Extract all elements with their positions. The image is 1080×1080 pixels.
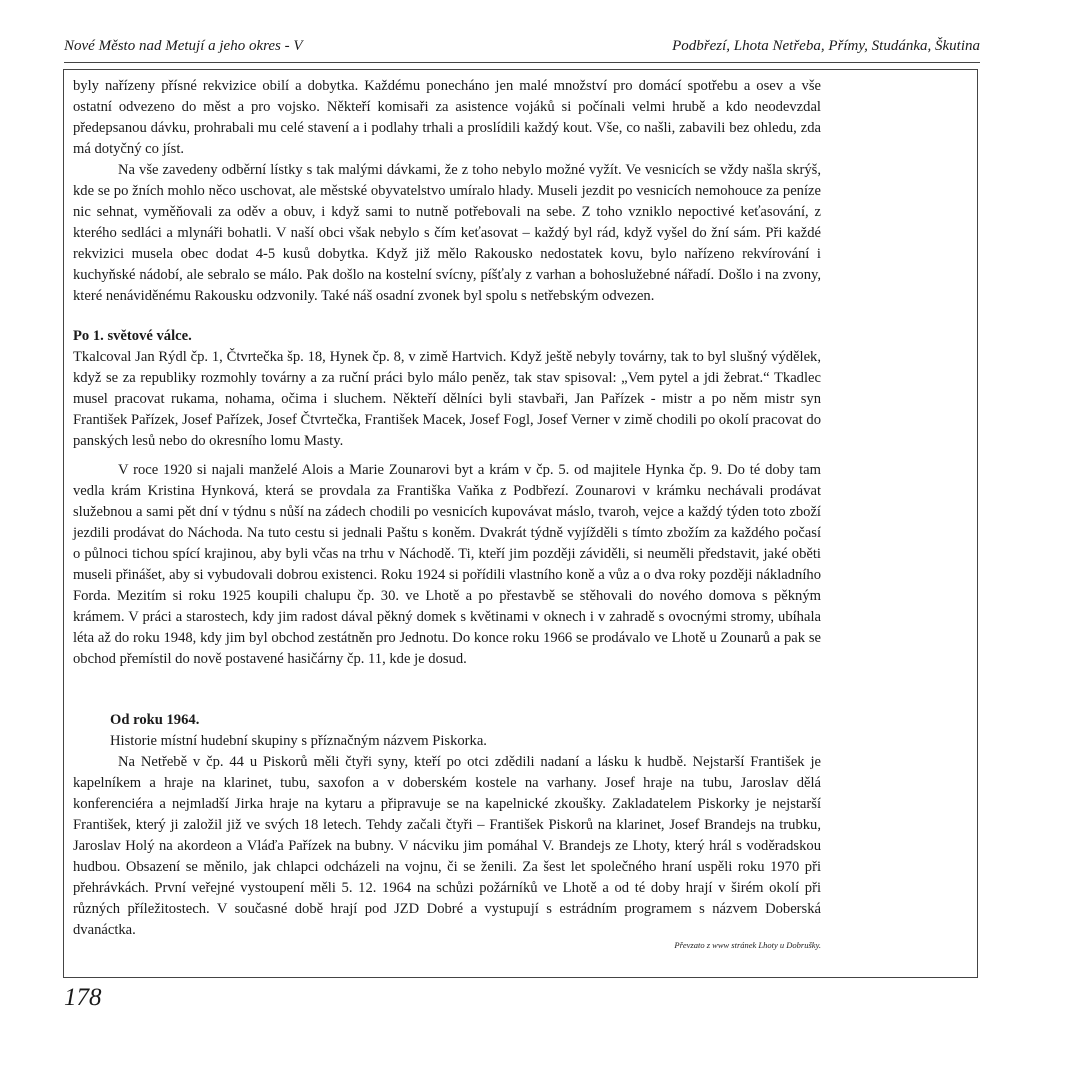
page-number: 178 bbox=[64, 984, 102, 1011]
source-note: Převzato z www stránek Lhoty u Dobrušky. bbox=[674, 940, 821, 950]
header-rule bbox=[64, 62, 980, 63]
paragraph-piskorka-history: Na Netřebě v čp. 44 u Piskorů měli čtyři syny, kteří po otci zdědili nadaní a lásku k hudbě. Nejstarší František je kapelníkem a hraje na klarinet, tubu, saxofon a v doberském kostele na varhany. Josef hraje na tubu, Jaroslav dělá konferenciéra a nejmladší Jirka hraje na kytaru a připravuje se na kapelnické zkoušky. Zakladatelem Piskorky je nejstarší František, který ji založil již ve svých 18 letech. Tehdy začali čtyři – František Piskorů na klarinet, Josef Brandejs na trubku, Jaroslav Holý na akordeon a Vláďa Pařízek na bubny. V nácviku jim pomáhal V. Brandejs ze Lhoty, který hrál s voděradskou hudbou. Obsazení se měnilo, jak chlapci odcházeli na vojnu, či se ženili. Za šest let společného hraní uspěli roku 1970 při přehrávkách. První veřejné vystoupení měli 5. 12. 1964 na schůzi požárníků ve Lhotě a od té doby hrají v širém okolí při různých příležitostech. V současné době hrají pod JZD Dobré a vystupují s estrádním programem s názvem Doberská dvanáctka. bbox=[73, 754, 821, 938]
article-body bbox=[73, 76, 821, 951]
paragraph-piskorka-intro: Historie místní hudební skupiny s příznačným názvem Piskorka. bbox=[110, 733, 487, 749]
paragraph-rationing: Na vše zavedeny odběrní lístky s tak malými dávkami, že z toho nebylo možné vyžít. Ve vesnicích se vždy našla skrýš, kde se po žních mohlo něco uschovat, ale městské obyvatelstvo umíralo hlady. Museli jezdit po vesnicích nemohouce za peníze nic sehnat, vyměňovali za oděv a obuv, i když sami to nutně potřebovali na sebe. Z toho vzniklo nepoctivé keťasování, z kterého sedláci a mlynáři bohatli. V naší obci však nebylo s čím keťasovat – každý byl rád, když vyšel do žní sám. Při každé rekvizici musela obec dodat 4-5 kusů dobytka. Když již mělo Rakousko nedostatek kovu, bylo nařízeno rekvírování i kuchyňské nádobí, ale sebralo se málo. Pak došlo na kostelní svícny, píšťaly z varhan a bohoslužebné nářadí. Došlo i na zvony, které nenáviděnému Rakousku odzvonily. Také náš osadní zvonek byl spolu s netřebským odvezen. bbox=[73, 162, 821, 304]
header-chapter-title: Podbřezí, Lhota Netřeba, Přímy, Studánka, Škutina bbox=[672, 38, 980, 54]
paragraph-requisitions: byly nařízeny přísné rekvizice obilí a dobytka. Každému ponecháno jen malé množství pro domácí spotřebu a osev a vše ostatní odvezeno do měst a pro vojsko. Někteří komisaři za asistence vojáků si počínali velmi hrubě a kdo neodevzdal předepsanou dávku, prohrabali mu celé stavení a i podlahy trhali a proslídili každý kout. Vše, co našli, zabavili bez ohledu, zda má dotyčný co jíst. bbox=[73, 78, 821, 157]
section-heading-after-ww1: Po 1. světové válce. bbox=[73, 328, 192, 344]
running-header bbox=[64, 38, 980, 62]
section-heading-from-1964: Od roku 1964. bbox=[110, 712, 200, 728]
paragraph-weavers: Tkalcoval Jan Rýdl čp. 1, Čtvrtečka šp. 18, Hynek čp. 8, v zimě Hartvich. Když ještě nebyly továrny, tak to byl slušný výdělek, když se za republiky rozmohly továrny a za ruční práci bylo málo peněz, tak stav spisoval: „Vem pytel a jdi žebrat.“ Tkadlec musel pracovat rukama, nohama, očima i sluchem. Někteří dělníci byli stavbaři, Jan Pařízek - mistr a po něm mistr syn František Pařízek, Josef Pařízek, Josef Čtvrtečka, František Macek, Josef Fogl, Josef Verner v zimě chodili po okolí pracovat do panských lesů nebo do okresního lomu Masty. bbox=[73, 349, 821, 449]
paragraph-zounar-shop: V roce 1920 si najali manželé Alois a Marie Zounarovi byt a krám v čp. 5. od majitele Hynka čp. 9. Do té doby tam vedla krám Kristina Hynková, která se provdala za Františka Vaňka z Podbřezí. Zounarovi v krámku nechávali prodávat služebnou a sami pět dní v týdnu s nůší na zádech chodili po vesnicích kupovávat máslo, tvaroh, vejce a každý týden toto zboží jezdili prodávat do Náchoda. Na tuto cestu si jednali Paštu s koněm. Dvakrát týdně vyjížděli s tímto zbožím za každého počasí o půlnoci tichou spící krajinou, aby byli včas na trhu v Náchodě. Ti, kteří jim později záviděli, si neuměli představit, jaké oběti museli přinášet, aby si vybudovali dobrou existenci. Roku 1924 si pořídili vlastního koně a vůz a o dva roky později nákladního Forda. Mezitím si roku 1925 koupili chalupu čp. 30. ve Lhotě a po přestavbě se stěhovali do nového domova s pěkným krámem. V práci a starostech, kdy jim radost dával pěkný domek s květinami v oknech i v zahradě s ovocnými stromy, ubíhala léta až do roku 1948, kdy jim byl obchod zestátněn pro Jednotu. Do konce roku 1966 se prodávalo ve Lhotě u Zounarů a pak se obchod přemístil do nově postavené hasičárny čp. 11, kde je dosud. bbox=[73, 462, 821, 667]
text-frame bbox=[63, 69, 978, 978]
header-book-title: Nové Město nad Metují a jeho okres - V bbox=[64, 38, 303, 54]
